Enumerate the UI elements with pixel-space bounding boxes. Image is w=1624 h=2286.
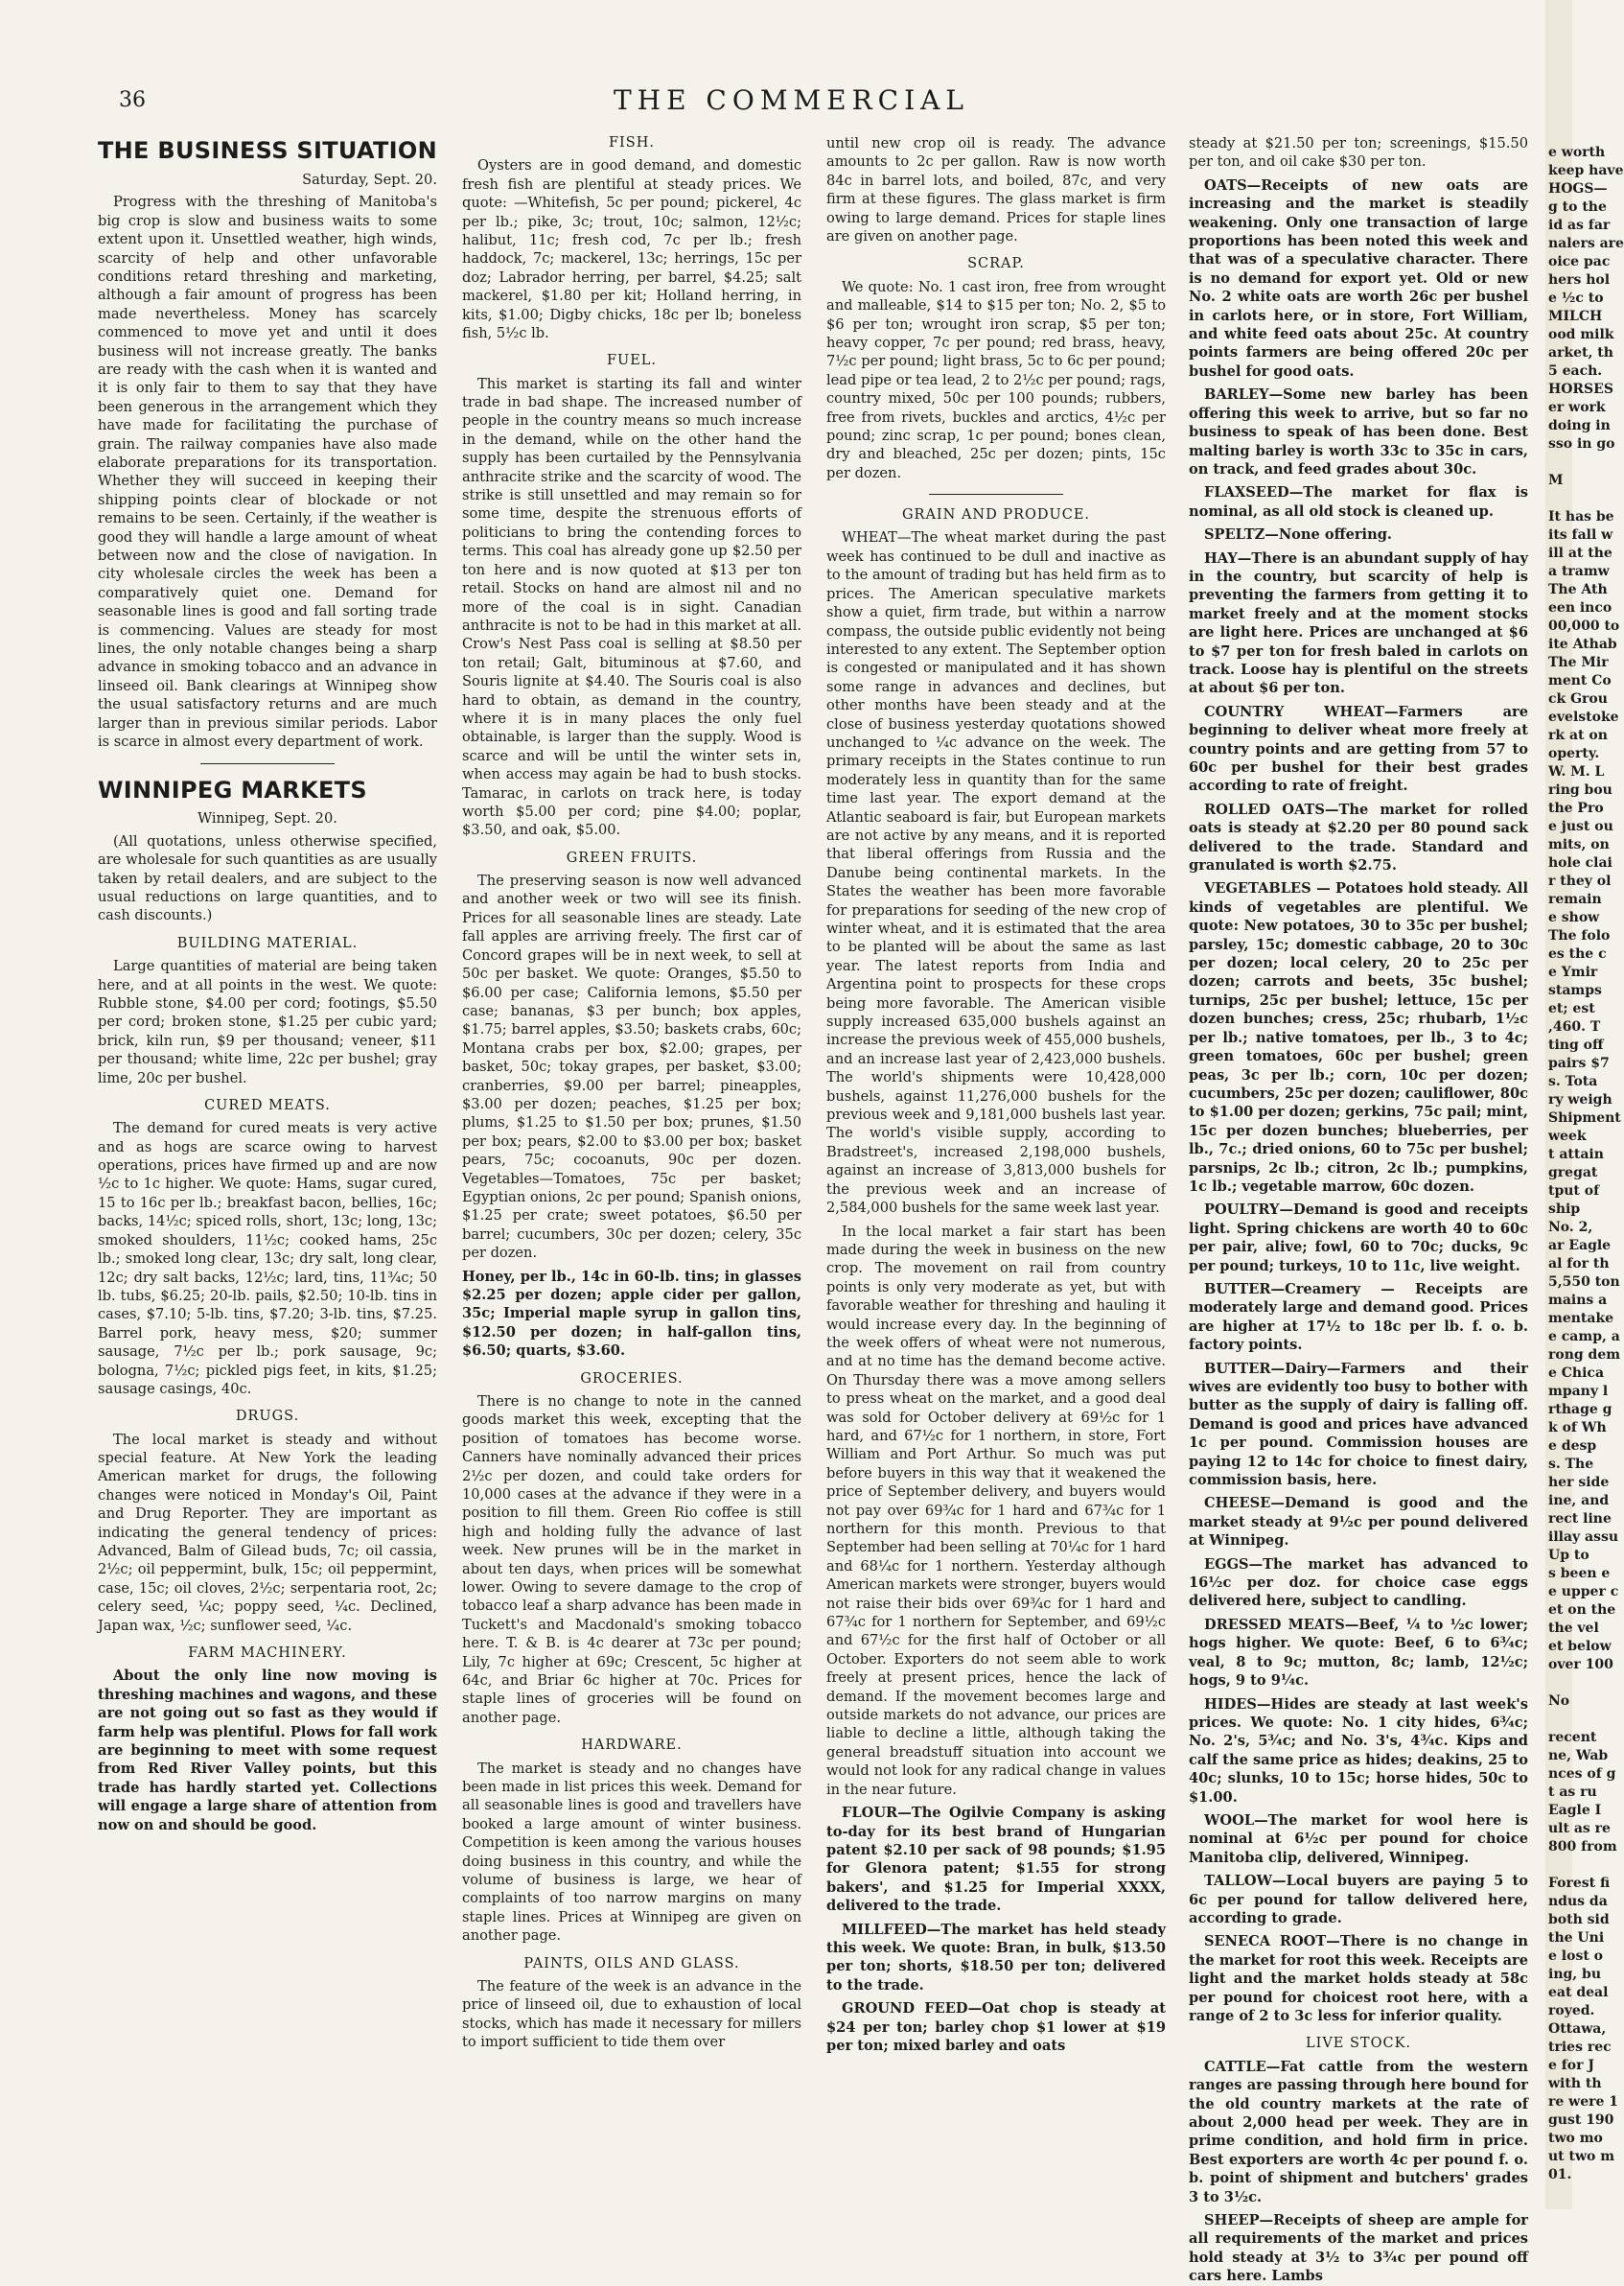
markets-intro: (All quotations, unless otherwise specified, are wholesale for such quantities as are usually taken by retail dealers, and are subject to the usual reductions on large quantities, and to cash discounts.) [98,832,437,924]
adjacent-fragment-line: the vel [1548,1621,1599,1636]
adjacent-fragment-line: rthage g [1548,1402,1612,1417]
country-wheat-paragraph: COUNTRY WHEAT—Farmers are beginning to deliver wheat more freely at country points and are getting from 57 to 60c per bushel for their best grades according to rate of freight. [1189,703,1528,795]
adjacent-fragment-line: rect line [1548,1511,1612,1527]
hides-paragraph: HIDES—Hides are steady at last week's prices. We quote: No. 1 city hides, 6¾c; No. 2's, 5¾c; and No. 3's, 4¾c. Kips and calf the same price as hides; deakins, 25 to 40c; slunks, 10 to 15c; horse hides, 50c to $1.00. [1189,1695,1528,1806]
local-market-paragraph: In the local market a fair start has been made during the week in business on the new crop. The movement on rail from country points is only very moderate as yet, but with favorable weather for threshing and hauling it would increase every day. In the beginning of the week offers of wheat were not numerous, and at no time has the demand become active. On Thursday there was a move among sellers to press wheat on the market, and a good deal was sold for October delivery at 69½c for 1 hard, and 67½c for 1 northern, in store, Fort William and Port Arthur. So much was put before buyers in this way that it weakened the price of September delivery, and buyers would not pay over 69¾c for 1 hard and 67¾c for 1 northern for this month. Previous to that September had been selling at 70¼c for 1 hard and 68¼c for 1 northern. Yesterday although American markets were stronger, buyers would not raise their bids over 69¾c for 1 hard and 67¾c for 1 northern for September, and 69½c and 67½c for the first half of October or all October. Exporters do not seem able to work freely at present prices, hence the lack of demand. If the movement becomes large and outside markets do not advance, our prices are liable to decline a little, although taking the general breadstuff situation into account we would not look for any radical change in values in the near future. [826,1223,1166,1798]
page-number: 36 [119,88,146,112]
adjacent-fragment-line: the Uni [1548,1930,1605,1946]
adjacent-fragment-line: mpany l [1548,1384,1609,1399]
adjacent-fragment-line: een inco [1548,600,1612,616]
adjacent-fragment-line: Up to [1548,1548,1589,1563]
column-4 [1189,134,1528,2285]
adjacent-fragment-line: ne, Wab [1548,1748,1609,1763]
adjacent-fragment-line: e upper c [1548,1584,1619,1599]
hay-paragraph: HAY—There is an abundant supply of hay in the country, but scarcity of help is preventing the farmers from getting it to market freely and at the moment stocks are light here. Prices are unchanged at $6 to $7 per ton for fresh baled in carlots on track. Loose hay is plentiful on the streets at about $6 per ton. [1189,549,1528,697]
honey-paragraph: Honey, per lb., 14c in 60-lb. tins; in glasses $2.25 per dozen; apple cider per gallon, 35c; Imperial maple syrup in gallon tins, $12.50 per dozen; in half-gallon tins, $6.50; quarts, $3.60. [462,1268,801,1360]
adjacent-fragment-line: ing, bu [1548,1967,1602,1982]
fuel-paragraph: This market is starting its fall and winter trade in bad shape. The increased number of people in the country means so much increase in the demand, while on the other hand the supply has been curtailed by the Pennsylvania anthracite strike and the scarcity of wood. The strike is still unsettled and may remain so for some time, despite the strenuous efforts of politicians to bring the contending forces to terms. This coal has already gone up $2.50 per ton here and is now quoted at $13 per ton retail. Stocks on hand are almost nil and no more of the coal is in sight. Canadian anthracite is not to be had in this market at all. Crow's Nest Pass coal is selling at $8.50 per ton retail; Galt, bituminous at $7.60, and Souris lignite at $4.40. The Souris coal is also hard to obtain, as demand in the country, where it is in many places the only fuel obtainable, is larger than the supply. Wood is scarce and will be until the winter sets in, when access may again be had to bush stocks. Tamarac, in carlots on track here, is today worth $5.00 per cord; pine $4.00; poplar, $3.50, and oak, $5.00. [462,375,801,839]
wheat-paragraph: WHEAT—The wheat market during the past week has continued to be dull and inactive as to the amount of trading but has held firm as to prices. The American speculative markets show a quiet, firm trade, but within a narrow compass, the outside public evidently not being interested to any extent. The September option is congested or manipulated and it has shown some range in advances and declines, but other months have been steady and at the close of business yesterday quotations showed unchanged to ¼c advance on the week. The primary receipts in the States continue to run moderately less in quantity than for the same time last year. The export demand at the Atlantic seaboard is fair, but European markets are not active by any means, and it is reported that liberal offerings from Russia and the Danube being continental markets. In the States the weather has been more favorable for preparations for seeding of the new crop of winter wheat, and it is estimated that the area to be planted will be about the same as last year. The latest reports from India and Argentina point to prospects for these crops being more favorable. The American visible supply increased 635,000 bushels against an increase the previous week of 455,000 bushels, and an increase last year of 2,423,000 bushels. The world's shipments were 10,428,000 bushels, against 11,276,000 bushels for the previous week and 9,181,000 bushels last year. The world's visible supply, according to Bradstreet's, increased 2,198,000 bushels, against an increase of 3,813,000 bushels for the previous week and an increase of 2,584,000 bushels for the same week last year. [826,529,1166,1217]
sheep-paragraph: SHEEP—Receipts of sheep are ample for all requirements of the market and prices hold steady at 3½ to 3¾c per pound off cars here. Lambs [1189,2211,1528,2285]
section-heading-grain: GRAIN AND PRODUCE. [901,507,1091,524]
section-heading-drugs: DRUGS. [235,1409,300,1425]
rolled-oats-paragraph: ROLLED OATS—The market for rolled oats is steady at $2.20 per 80 pound sack delivered to the trade. Standard and granulated is worth $2.75. [1189,801,1528,875]
section-heading-groceries: GROCERIES. [580,1370,684,1387]
adjacent-fragment-line: its fall w [1548,527,1613,543]
adjacent-fragment-line: t attain [1548,1147,1604,1162]
adjacent-fragment-line: royed. [1548,2003,1595,2018]
adjacent-fragment-line: Ottawa, [1548,2021,1607,2037]
vegetables-paragraph: VEGETABLES — Potatoes hold steady. All kinds of vegetables are plentiful. We quote: New potatoes, 30 to 35c per bushel; parsley, 15c; domestic cabbage, 20 to 30c per dozen; local celery, 20 to 25c per dozen; carrots and beets, 35c bushel; turnips, 25c per bushel; lettuce, 15c per dozen bunches; cress, 25c; rhubarb, 1½c per lb.; native tomatoes, per lb., 3 to 4c; green tomatoes, 60c per bushel; green peas, 3c per lb.; corn, 10c per dozen; cucumbers, 25c per dozen; cauliflower, 80c to $1.00 per dozen; gerkins, 75c pail; mint, 15c per dozen bunches; blueberries, per lb., 7c.; dried onions, 60 to 75c per bushel; parsnips, 2c lb.; citron, 2c lb.; pumpkins, 1c lb.; vegetable marrow, 60c dozen. [1189,880,1528,1195]
butter-dairy-paragraph: BUTTER—Dairy—Farmers and their wives are evidently too busy to bother with butter as the supply of dairy is falling off. Demand is good and prices have advanced 1c per pound. Commission houses are paying 12 to 14c for choice to finest dairy, commission basis, here. [1189,1360,1528,1489]
adjacent-fragment-line: rong dem [1548,1347,1621,1363]
adjacent-fragment-line: ood milk [1548,327,1614,342]
cattle-paragraph: CATTLE—Fat cattle from the western ranges are passing through here bound for the old country markets at the rate of about 2,000 head per week. They are in prime condition, and hold firm in price. Best exporters are worth 4c per pound f. o. b. point of shipment and butchers' grades 3 to 3½c. [1189,2058,1528,2205]
adjacent-fragment-line: sso in go [1548,436,1615,452]
adjacent-fragment-line: ting off [1548,1038,1604,1053]
cured-meats-paragraph: The demand for cured meats is very active and as hogs are scarce owing to harvest operations, prices have firmed up and are now ½c to 1c higher. We quote: Hams, sugar cured, 15 to 16c per lb.; breakfast bacon, bellies, 16c; backs, 14½c; spiced rolls, short, 13c; long, 13c; smoked shoulders, 11½c; cooked hams, 25c lb.; smoked long clear, 13c; dry salt, long clear, 12c; dry salt backs, 12½c; lard, tins, 11¾c; 50 lb. tubs, $6.25; 20-lb. pails, $2.50; 10-lb. tins in cases, $7.10; 5-lb. tins, $7.20; 3-lb. tins, $7.25. Barrel pork, heavy mess, $20; summer sausage, 7½c per lb.; pork sausage, 9c; bologna, 7½c; pickled pigs feet, in kits, $1.25; sausage casings, 40c. [98,1120,437,1397]
divider [929,494,1063,495]
section-heading-green-fruits: GREEN FRUITS. [566,850,698,866]
adjacent-fragment-line: re were 1 [1548,2094,1619,2110]
speltz-paragraph: SPELTZ—None offering. [1204,526,1392,544]
fish-paragraph: Oysters are in good demand, and domestic fresh fish are plentiful at steady prices. We quote: —Whitefish, 5c per pound; pickerel, 4c per lb.; pike, 3c; trout, 10c; salmon, 12½c; halibut, 11c; fresh cod, 7c per lb.; fresh haddock, 7c; mackerel, 13c; herrings, 15c per doz; Labrador herring, per barrel, $4.25; salt mackerel, $1.80 per kit; Holland herring, in kits, $1.00; Digby chicks, 18c per lb; boneless fish, 5½c lb. [462,157,801,341]
wool-paragraph: WOOL—The market for wool here is nominal at 6½c per pound for choice Manitoba clip, delivered, Winnipeg. [1189,1811,1528,1866]
adjacent-fragment-line: Shipment [1548,1110,1621,1126]
adjacent-fragment-line: s. The [1548,1457,1594,1472]
adjacent-fragment-line: ment Co [1548,673,1612,688]
butter-creamery-paragraph: BUTTER—Creamery — Receipts are moderately large and demand good. Prices are higher at 17½ to 18c per lb. f. o. b. factory points. [1189,1280,1528,1354]
flour-paragraph: FLOUR—The Ogilvie Company is asking to-day for its best brand of Hungarian patent $2.10 per sack of 98 pounds; $1.95 for Glenora patent; $1.55 for strong bakers', and $1.25 for Imperial XXXX, delivered to the trade. [826,1805,1166,1915]
adjacent-fragment-line: ship [1548,1201,1581,1217]
adjacent-fragment-line: e show [1548,910,1600,925]
barley-paragraph: BARLEY—Some new barley has been offering this week to arrive, but so far no business to speak of has been done. Best malting barley is worth 33c to 35c in cars, on track, and feed grades about 30c. [1189,386,1528,478]
adjacent-fragment-line: 5,550 ton [1548,1274,1620,1290]
adjacent-fragment-line: W. M. L [1548,764,1605,780]
adjacent-fragment-line: the Pro [1548,801,1604,816]
adjacent-fragment-line: The Ath [1548,582,1608,597]
adjacent-fragment-line [1548,490,1572,508]
ground-feed-paragraph: GROUND FEED—Oat chop is steady at $24 per ton; barley chop $1 lower at $19 per ton; mixed barley and oats [826,2000,1166,2054]
adjacent-fragment-line: ring bou [1548,782,1612,798]
adjacent-fragment-line: rk at on [1548,728,1608,743]
adjacent-fragment-line: ut two m [1548,2149,1615,2164]
adjacent-fragment-line: hole clai [1548,855,1612,871]
adjacent-fragment-line: Eagle I [1548,1803,1602,1818]
adjacent-fragment-line: tries rec [1548,2040,1612,2055]
adjacent-fragment-line: oice pac [1548,254,1611,269]
section-heading-paints: PAINTS, OILS AND GLASS. [523,1955,740,1971]
adjacent-fragment-line: k of Wh [1548,1420,1607,1435]
adjacent-fragment-line: s. Tota [1548,1074,1598,1089]
adjacent-fragment-line: both sid [1548,1912,1610,1927]
adjacent-fragment-line: e just ou [1548,819,1613,834]
seneca-root-paragraph: SENECA ROOT—There is no change in the market for root this week. Receipts are light and the market holds steady at 58c per pound for choicest root here, with a range of 2 to 3c less for inferior quality. [1189,1933,1528,2024]
flaxseed-paragraph: FLAXSEED—The market for flax is nominal, as all old stock is cleaned up. [1189,484,1528,520]
adjacent-fragment-line: It has be [1548,509,1614,525]
adjacent-fragment-line: 5 each. [1548,363,1603,379]
winnipeg-markets-title: WINNIPEG MARKETS [98,776,367,804]
paints-paragraph: The feature of the week is an advance in the price of linseed oil, due to exhaustion of local stocks, which has made it necessary for millers to import sufficient to tide them over [462,1977,801,2051]
adjacent-fragment-line: nces of g [1548,1766,1616,1782]
adjacent-fragment-line: ry weigh [1548,1092,1612,1108]
adjacent-fragment-line: 800 from [1548,1839,1617,1854]
adjacent-fragment-line: 00,000 to [1548,618,1620,634]
adjacent-fragment-line: s been e [1548,1566,1611,1581]
adjacent-fragment-line: ult as re [1548,1821,1611,1836]
tallow-paragraph: TALLOW—Local buyers are paying 5 to 6c per pound for tallow delivered here, according to grade. [1189,1873,1528,1926]
paints-continued-paragraph: until new crop oil is ready. The advance amounts to 2c per gallon. Raw is now worth 84c in barrel lots, and boiled, 87c, and very firm at these figures. The glass market is firm owing to large demand. Prices for staple lines are given on another page. [826,135,1166,245]
adjacent-fragment-line: The folo [1548,928,1611,944]
adjacent-fragment-line: e Ymir [1548,965,1598,980]
adjacent-fragment-line: et; est [1548,1001,1595,1016]
adjacent-fragment-line: al for th [1548,1256,1610,1271]
adjacent-fragment-line [1548,1674,1572,1692]
adjacent-fragment-line: e desp [1548,1438,1597,1454]
adjacent-fragment-line [1548,454,1572,472]
adjacent-fragment-line: HOGS— [1548,181,1608,197]
adjacent-fragment-line: id as far [1548,218,1611,233]
section-heading-live-stock: LIVE STOCK. [1305,2036,1412,2052]
adjacent-fragment-line: hers hol [1548,272,1611,288]
building-paragraph: Large quantities of material are being taken here, and at all points in the west. We quote: Rubble stone, $4.00 per cord; footings, $5.50 per cord; broken stone, $1.25 per cubic yard; brick, kiln run, $9 per thousand; veneer, $11 per thousand; white lime, 22c per bushel; gray lime, 20c per bushel. [98,958,437,1086]
column-3 [826,134,1166,2167]
adjacent-fragment-line: keep have [1548,163,1624,178]
business-paragraph: Progress with the threshing of Manitoba's big crop is slow and business waits to some extent upon it. Unsettled weather, high winds, scarcity of help and other unfavorable conditions retard threshing and marketing, although a fair amount of progress has been made nevertheless. Money has scarcely commenced to move yet and until it does business will not increase greatly. The banks are ready with the cash when it is wanted and it is only fair to them to say that they have been generous in the arrangement which they have made for facilitating the purchase of grain. The railway companies have also made elaborate preparations for its transportation. Whether they will succeed in keeping their shipping points clear of blockade or not remains to be seen. Certainly, if the weather is good they will handle a large amount of wheat between now and the close of navigation. In city wholesale circles the week has been a comparatively quiet one. Demand for seasonable lines is good and fall sorting trade is commencing. Values are steady for most lines, the only notable changes being a sharp advance in smoking tobacco and an advance in linseed oil. Bank clearings at Winnipeg show the usual satisfactory returns and are much larger than in previous similar periods. Labor is scarce in almost every department of work. [98,194,437,751]
masthead: THE COMMERCIAL [614,84,969,116]
adjacent-fragment-line: es the c [1548,946,1607,962]
section-heading-hardware: HARDWARE. [581,1738,683,1754]
adjacent-fragment-line: operty. [1548,746,1600,761]
markets-dateline: Winnipeg, Sept. 20. [197,810,337,828]
millfeed-paragraph: MILLFEED—The market has held steady this week. We quote: Bran, in bulk, $13.50 per ton; shorts, $18.50 per ton; delivered to the trade. [826,1921,1166,1994]
adjacent-fragment-line: ,460. T [1548,1019,1601,1035]
adjacent-fragment-line: two mo [1548,2131,1603,2146]
adjacent-fragment-line: remain [1548,892,1602,907]
adjacent-fragment-line: recent [1548,1730,1597,1745]
section-heading-fuel: FUEL. [606,353,658,369]
adjacent-fragment-line: ck Grou [1548,691,1608,707]
adjacent-fragment-line: a tramw [1548,564,1610,579]
adjacent-fragment-line: HORSES [1548,382,1613,397]
adjacent-fragment-line: e lost o [1548,1948,1603,1964]
section-heading-building: BUILDING MATERIAL. [176,935,359,951]
drugs-paragraph: The local market is steady and without special feature. At New York the leading American market for drugs, the following changes were noticed in Monday's Oil, Paint and Drug Reporter. They are important as indicating the general tendency of prices: Advanced, Balm of Gilead buds, 7c; oil cassia, 2½c; oil peppermint, bulk, 15c; oil peppermint, case, 15c; oil cloves, 2½c; serpentaria root, 2c; celery seed, ¼c; poppy seed, ¼c. Declined, Japan wax, ½c; sunflower seed, ¼c. [98,1431,437,1634]
poultry-paragraph: POULTRY—Demand is good and receipts light. Spring chickens are worth 40 to 60c per pair, alive; fowl, 60 to 70c; ducks, 9c per pound; turkeys, 10 to 11c, live weight. [1189,1201,1528,1274]
farm-machinery-paragraph: About the only line now moving is threshing machines and wagons, and these are not going out so fast as they would if farm help was plentiful. Plows for fall work are beginning to meet with some request from Red River Valley points, but this trade has hardly started yet. Collections will engage a large share of attention from now on and should be good. [98,1668,437,1833]
green-fruits-paragraph: The preserving season is now well advanced and another week or two will see its finish. Prices for all seasonable lines are steady. Late fall apples are arriving freely. The first car of Concord grapes will be in next week, to sell at 50c per basket. We quote: Oranges, $5.50 to $6.00 per case; California lemons, $5.50 per case; bananas, $3 per bunch; box apples, $1.75; barrel apples, $3.50; baskets crabs, 60c; Montana crabs per box, $2.00; grapes, per basket, 50c; tokay grapes, per basket, $3.00; cranberries, $9.00 per barrel; pineapples, $3.00 per dozen; peaches, $1.25 per box; plums, $1.25 to $1.50 per box; prunes, $1.50 per box; pears, $2.00 to $3.00 per box; basket pears, 75c; cocoanuts, 90c per dozen. Vegetables—Tomatoes, 75c per basket; Egyptian onions, 2c per pound; Spanish onions, $1.25 per crate; sweet potatoes, $6.50 per barrel; cucumbers, 30c per dozen; celery, 35c per dozen. [462,873,801,1262]
adjacent-fragment-line: arket, th [1548,345,1613,361]
divider [200,763,335,764]
adjacent-fragment-line: doing in [1548,418,1611,433]
adjacent-fragment-line: g to the [1548,199,1607,215]
adjacent-fragment-line: r they ol [1548,874,1612,889]
adjacent-fragment-line: ar Eagle [1548,1238,1612,1253]
groceries-paragraph: There is no change to note in the canned goods market this week, excepting that the position of tomatoes has become worse. Canners have nominally advanced their prices 2½c per dozen, and could take orders for 10,000 cases at the advance if they were in a position to fill them. Green Rio coffee is still high and holding fully the advance of last week. New prunes will be in the market in about ten days, when prices will be somewhat lower. Owing to severe damage to the crop of tobacco leaf a sharp advance has been made in Tuckett's and Macdonald's smoking tobacco here. T. & B. is 4c dearer at 73c per pound; Lily, 7c higher at 69c; Crescent, 5c higher at 64c, and Briar 6c higher at 70c. Prices for staple lines of groceries will be found on another page. [462,1392,801,1726]
business-situation-title: THE BUSINESS SITUATION [98,137,437,164]
hardware-paragraph: The market is steady and no changes have been made in list prices this week. Demand for all seasonable lines is good and travellers have booked a large amount of winter business. Competition is keen among the various houses doing business in this country, and while the volume of business is large, we hear of complaints of too narrow margins on many staple lines. Prices at Winnipeg are given on another page. [462,1760,801,1945]
adjacent-fragment-line: e ½c to [1548,291,1604,306]
adjacent-fragment-line: No [1548,1693,1570,1709]
adjacent-fragment-line: with th [1548,2076,1602,2091]
adjacent-fragment-line: gust 190 [1548,2112,1614,2128]
section-heading-farm-machinery: FARM MACHINERY. [188,1645,347,1662]
adjacent-fragment-line: eat deal [1548,1985,1609,2000]
adjacent-fragment-line [1548,1856,1572,1875]
adjacent-fragment-line: e worth [1548,145,1606,160]
eggs-paragraph: EGGS—The market has advanced to 16½c per doz. for choice case eggs delivered here, subject to candling. [1189,1555,1528,1610]
column-1 [98,134,437,2167]
adjacent-fragment-line [1548,1711,1572,1729]
adjacent-fragment-line: e Chica [1548,1365,1605,1381]
adjacent-fragment-line: e camp, a [1548,1329,1620,1344]
section-heading-fish: FISH. [609,135,655,151]
adjacent-fragment-line: nalers are [1548,236,1624,251]
adjacent-fragment-line: M [1548,473,1564,488]
business-dateline: Saturday, Sept. 20. [302,171,437,188]
adjacent-fragment-line: mits, on [1548,837,1610,852]
adjacent-fragment-line: her side [1548,1475,1610,1490]
adjacent-fragment-line: ndus da [1548,1894,1608,1909]
ground-feed-continued: steady at $21.50 per ton; screenings, $15.50 per ton, and oil cake $30 per ton. [1189,135,1528,171]
adjacent-fragment-line: t as ru [1548,1784,1597,1800]
adjacent-fragment-line: pairs $7 [1548,1056,1610,1071]
adjacent-fragment-line: er work [1548,400,1606,415]
section-heading-scrap: SCRAP. [967,256,1025,272]
adjacent-fragment-line: week [1548,1129,1587,1144]
adjacent-fragment-line: tput of [1548,1183,1600,1199]
adjacent-fragment-line: MILCH [1548,309,1603,324]
adjacent-fragment-line: gregat [1548,1165,1598,1180]
adjacent-fragment-line: stamps [1548,983,1602,998]
dressed-meats-paragraph: DRESSED MEATS—Beef, ¼ to ½c lower; hogs higher. We quote: Beef, 6 to 6¾c; veal, 8 to 9c; mutton, 8c; lamb, 12½c; hogs, 9 to 9¼c. [1189,1616,1528,1690]
section-heading-cured-meats: CURED MEATS. [204,1097,331,1113]
adjacent-fragment-line: mentake [1548,1311,1614,1326]
oats-paragraph: OATS—Receipts of new oats are increasing and the market is steadily weakening. Only one transaction of large proportions has been noted this week and that was of a speculative character. There is no demand for export yet. Old or new No. 2 white oats are worth 26c per bushel in carlots here, or in store, Fort William, and white feed oats about 25c. At country points farmers are being offered 20c per bushel for good oats. [1189,176,1528,380]
column-2 [462,134,801,2167]
adjacent-fragment-line: 01. [1548,2167,1572,2182]
adjacent-fragment-line: No. 2, [1548,1220,1593,1235]
adjacent-fragment-line: et below [1548,1639,1612,1654]
adjacent-fragment-line: mains a [1548,1293,1608,1308]
adjacent-fragment-line: illay assu [1548,1529,1619,1545]
adjacent-fragment-line: over 100 [1548,1657,1613,1672]
adjacent-fragment-line: e for J [1548,2058,1595,2073]
adjacent-page-column [1548,144,1624,2182]
adjacent-fragment-line: evelstoke [1548,710,1619,725]
adjacent-fragment-line: et on the [1548,1602,1616,1618]
adjacent-fragment-line: ill at the [1548,546,1612,561]
adjacent-fragment-line: ite Athab [1548,637,1617,652]
scrap-paragraph: We quote: No. 1 cast iron, free from wrought and malleable, $14 to $15 per ton; No. 2, $5 to $6 per ton; wrought iron scrap, $5 per ton; heavy copper, 7c per pound; red brass, heavy, 7½c per pound; light brass, 5c to 6c per pound; lead pipe or tea lead, 2 to 2½c per pound; rags, country mixed, 50c per 100 pounds; rubbers, free from rivets, buckles and arctics, 4½c per pound; zinc scrap, 1c per pound; bones clean, dry and bleached, 25c per dozen; pints, 15c per dozen. [826,278,1166,481]
adjacent-fragment-line: Forest fi [1548,1876,1611,1891]
adjacent-fragment-line: ine, and [1548,1493,1610,1508]
cheese-paragraph: CHEESE—Demand is good and the market steady at 9½c per pound delivered at Winnipeg. [1189,1495,1528,1550]
adjacent-fragment-line: The Mir [1548,655,1609,670]
